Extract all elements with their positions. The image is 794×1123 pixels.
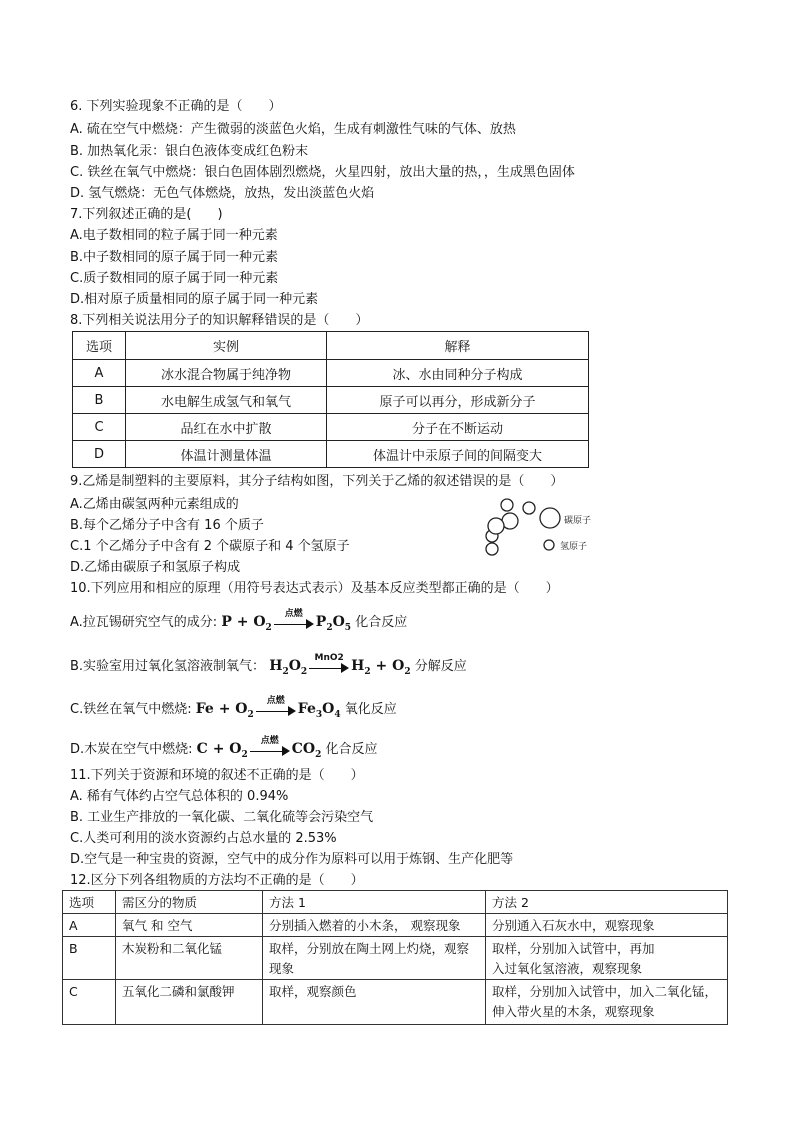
q7-option-b: B.中子数相同的原子属于同一种元素 (70, 250, 279, 265)
table-cell: A (73, 360, 126, 387)
q6-option-d: D. 氢气燃烧：无色气体燃烧，放热，发出淡蓝色火焰 (70, 186, 375, 201)
q9-option-c: C.1 个乙烯分子中含有 2 个碳原子和 4 个氢原子 (70, 539, 350, 554)
table-row (63, 914, 728, 937)
option-text: D.木炭在空气中燃烧: (70, 742, 193, 757)
table-row (63, 937, 728, 980)
q7-option-a: A.电子数相同的粒子属于同一种元素 (70, 228, 278, 243)
table-cell: 取样，分别放在陶土网上灼烧，观察 现象 (263, 937, 486, 980)
table-cell: 分子在不断运动 (327, 414, 589, 441)
q9-option-a: A.乙烯由碳氢两种元素组成的 (70, 497, 239, 512)
table-cell: 冰水混合物属于纯净物 (126, 360, 327, 387)
q6-option-c: C. 铁丝在氧气中燃烧：银白色固体剧烈燃烧，火星四射，放出大量的热，，生成黑色固体 (70, 165, 575, 180)
table-cell: 分别插入燃着的小木条， 观察现象 (263, 914, 486, 937)
reaction-equation: $P + O_2$ (221, 614, 272, 633)
reaction-type: 氧化反应 (344, 702, 397, 717)
table-cell: 取样，观察颜色 (263, 980, 486, 1025)
q11-option-a: A. 稀有气体约占空气总体积的 0.94% (70, 789, 289, 804)
q6-option-b: B. 加热氧化汞：银白色液体变成红色粉末 (70, 144, 309, 159)
table-cell: B (63, 937, 116, 980)
table-cell: 水电解生成氢气和氧气 (126, 387, 327, 414)
table-cell: 木炭粉和二氧化锰 (116, 937, 263, 980)
table-cell: 氧气 和 空气 (116, 914, 263, 937)
q10-option-a: A.拉瓦锡研究空气的成分: $P + O_2$ 点燃 $P_2O_5$ 化合反应 (70, 612, 407, 638)
table-header-cell: 方法 1 (263, 891, 486, 914)
legend-hydrogen-label: 氢原子 (560, 542, 588, 552)
table-cell: 冰、水由同种分子构成 (327, 360, 589, 387)
table-row (63, 980, 728, 1025)
q9-option-d: D.乙烯由碳原子和氢原子构成 (70, 560, 241, 575)
table-cell: 体温计中汞原子间的间隔变大 (327, 441, 589, 468)
option-text: B.实验室用过氧化氢溶液制氧气： (70, 659, 266, 674)
table-cell: C (63, 980, 116, 1025)
table-cell: D (73, 441, 126, 468)
q10-option-c: C.铁丝在氧气中燃烧: $Fe + O_2$ 点燃 $Fe_3O_4$ 氧化反应 (70, 699, 397, 725)
carbon-atom (488, 518, 504, 534)
hydrogen-atom (486, 543, 498, 555)
reaction-arrow: 点燃 (250, 743, 290, 757)
q10-stem: 10.下列应用和相应的原理（用符号表达式表示）及基本反应类型都正确的是（ ） (70, 581, 559, 596)
hydrogen-atom (523, 502, 535, 514)
reaction-arrow: 点燃 (256, 703, 296, 717)
table-cell: 原子可以再分，形成新分子 (327, 387, 589, 414)
q11-option-c: C.人类可利用的淡水资源约占总水量的 2.53% (70, 831, 337, 846)
table-cell: 取样，分别加入试管中，再加 入过氧化氢溶液，观察现象 (486, 937, 728, 980)
option-text: A.拉瓦锡研究空气的成分: (70, 615, 218, 630)
reaction-type: 化合反应 (355, 615, 408, 630)
q11-stem: 11.下列关于资源和环境的叙述不正确的是（ ） (70, 768, 364, 783)
reaction-type: 化合反应 (325, 742, 378, 757)
table-cell: 五氧化二磷和氯酸钾 (116, 980, 263, 1025)
reaction-type: 分解反应 (414, 659, 467, 674)
table-header-cell: 选项 (63, 891, 116, 914)
table-header-row (63, 891, 728, 914)
reaction-equation: $Fe + O_2$ (195, 701, 254, 720)
table-cell: 品红在水中扩散 (126, 414, 327, 441)
table-header-cell: 选项 (73, 332, 126, 360)
ethylene-molecule-diagram (468, 496, 618, 558)
q12-table (62, 890, 728, 1025)
table-cell: 体温计测量体温 (126, 441, 327, 468)
table-header-cell: 需区分的物质 (116, 891, 263, 914)
table-row (73, 360, 589, 387)
legend-carbon-symbol (540, 508, 560, 528)
table-header-cell: 方法 2 (486, 891, 728, 914)
hydrogen-atom (501, 499, 513, 511)
q6-option-a: A. 硫在空气中燃烧：产生微弱的淡蓝色火焰，生成有刺激性气味的气体、放热 (70, 122, 516, 137)
q12-stem: 12.区分下列各组物质的方法均不正确的是（ ） (70, 873, 364, 888)
q6-stem: 6. 下列实验现象不正确的是（ ） (70, 99, 282, 114)
q9-option-b: B.每个乙烯分子中含有 16 个质子 (70, 518, 264, 533)
table-row (73, 441, 589, 468)
q8-stem: 8.下列相关说法用分子的知识解释错误的是（ ） (70, 313, 369, 328)
legend-hydrogen-symbol (544, 540, 554, 550)
reaction-equation: $H_2O_2$ (269, 658, 308, 677)
reaction-equation: $C + O_2$ (196, 741, 248, 760)
table-cell: B (73, 387, 126, 414)
q11-option-b: B. 工业生产排放的一氧化碳、二氧化硫等会污染空气 (70, 810, 374, 825)
reaction-arrow: 点燃 (274, 616, 314, 630)
option-text: C.铁丝在氧气中燃烧: (70, 702, 192, 717)
q10-option-b: B.实验室用过氧化氢溶液制氧气： $H_2O_2$ MnO2 $H_2 + O_2$ 分解反应 (70, 656, 467, 682)
table-header-cell: 实例 (126, 332, 327, 360)
q11-option-d: D.空气是一种宝贵的资源，空气中的成分作为原料可以用于炼钢、生产化肥等 (70, 852, 514, 867)
table-row (73, 387, 589, 414)
table-cell: 取样，分别加入试管中，加入二氧化锰， 伸入带火星的木条，观察现象 (486, 980, 728, 1025)
q10-option-d: D.木炭在空气中燃烧: $C + O_2$ 点燃 $CO_2$ 化合反应 (70, 739, 378, 765)
q7-stem: 7.下列叙述正确的是( ) (70, 207, 223, 222)
q9-stem: 9.乙烯是制塑料的主要原料，其分子结构如图，下列关于乙烯的叙述错误的是（ ） (70, 474, 564, 489)
table-cell: A (63, 914, 116, 937)
reaction-arrow: MnO2 (309, 660, 349, 674)
q7-option-c: C.质子数相同的原子属于同一种元素 (70, 271, 279, 286)
table-cell: C (73, 414, 126, 441)
table-row (73, 414, 589, 441)
q8-table (72, 331, 589, 468)
table-header-cell: 解释 (327, 332, 589, 360)
table-cell: 分别通入石灰水中，观察现象 (486, 914, 728, 937)
q7-option-d: D.相对原子质量相同的原子属于同一种元素 (70, 292, 319, 307)
table-header-row (73, 332, 589, 360)
legend-carbon-label: 碳原子 (564, 516, 592, 526)
